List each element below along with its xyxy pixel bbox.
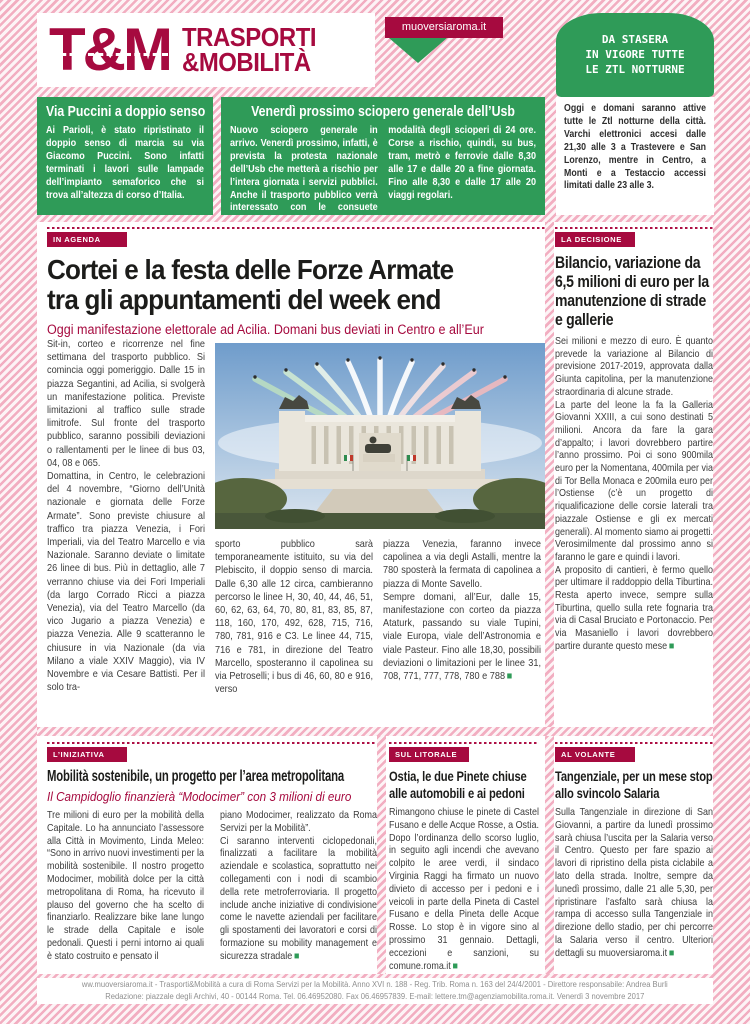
brief-body: Ai Parioli, è stato ripristinato il doppio senso di marcia su via Giacomo Puccini. Sono infatti terminati i lavori sulle lampade dell’impianto semaforico che si trova all’altezza di corso d’Italia. xyxy=(46,125,204,201)
paragraph xyxy=(220,836,377,964)
website-ribbon: muoversiaroma.it xyxy=(385,17,503,38)
article-end-marker: ■ xyxy=(668,947,675,959)
initiative-column-1 xyxy=(47,810,204,964)
paragraph-text: Rimangono chiuse le pinete di Castel Fusano e delle Acque Rosse, a Ostia. Dopo l’ordinanza dello scorso luglio, in seguito agli incendi che avevano colpito le aree verdi, il sindaco Virginia Raggi ha firmato un nuovo divieto di accesso per i pedoni e i veicoli in parte della Pineta di Castel Fusano e della Pineta delle Acque Rosse. Lo stop è in vigore sino al prossimo 31 gennaio. Dettagli, eccezioni e sanzioni, su comune.roma.it xyxy=(389,807,540,972)
ztl-sign-line: LE ZTL NOTTURNE xyxy=(585,63,685,76)
volante-article-title: Tangenziale, per un mese stop allo svincolo Salaria xyxy=(555,768,713,801)
tm-logo: T&M xyxy=(49,16,170,83)
kicker-in-agenda: IN AGENDA xyxy=(47,232,127,247)
dashed-separator xyxy=(47,227,545,229)
litorale-article xyxy=(389,742,539,973)
ztl-sign xyxy=(556,13,714,97)
paragraph xyxy=(389,807,539,973)
kicker-iniziativa: L’INIZIATIVA xyxy=(47,747,127,762)
paragraph: Sit-in, corteo e ricorrenze nel fine settimana del trasporto pubblico. Si comincia oggi pomeriggio. Dalle 15 in piazza Segantini, ad Acilia, si svolgerà un manifestazione politica. Previste limitazioni al traffico sulle strade limitrofe. Sul fronte del trasporto pubblico, saranno possibili deviazioni o rallentamenti per le linee di bus 03, 04, 08 e 065. xyxy=(47,339,205,469)
main-article-subtitle: Oggi manifestazione elettorale ad Acilia. Domani bus deviati in Centro e all’Eur xyxy=(47,322,484,337)
paragraph: piazza Venezia, faranno invece capolinea a via degli Astalli, mentre la 780 sposterà la fermata di capolinea a piazza di Monte Savello. xyxy=(383,539,541,590)
kicker-la-decisione: LA DECISIONE xyxy=(555,232,635,247)
imprint-line2: Redazione: piazzale degli Archivi, 40 - 00144 Roma. Tel. 06.46952080. Fax 06.46957839. E-mail: lettere.tm@agenziamobilita.roma.it. Venerdì 3 novembre 2017 xyxy=(105,992,645,1001)
ztl-sign-line: IN VIGORE TUTTE xyxy=(585,48,685,61)
main-article-column-3 xyxy=(383,538,541,683)
dashed-separator xyxy=(555,227,713,229)
brief-via-puccini xyxy=(37,97,213,215)
decision-article-title: Bilancio, variazione da 6,5 milioni di euro per la manutenzione di strade e gallerie xyxy=(555,254,709,329)
kicker-al-volante: AL VOLANTE xyxy=(555,747,635,762)
brief-title: Via Puccini a doppio senso xyxy=(46,104,206,120)
initiative-article-title: Mobilità sostenibile, un progetto per l’area metropolitana xyxy=(47,768,345,785)
paragraph: Sei milioni e mezzo di euro. È quanto prevede la variazione al Bilancio di previsione 2017-2019, approvata dalla Giunta capitolina, per la manutenzione straordinaria di alcune strade. xyxy=(555,336,713,398)
ribbon-fold-decoration xyxy=(389,38,447,63)
decision-article xyxy=(555,227,713,654)
striped-divider xyxy=(545,222,554,974)
brief-title: Venerdì prossimo sciopero generale dell’Usb xyxy=(251,104,515,120)
main-article-title-line2: tra gli appuntamenti del week end xyxy=(47,284,441,315)
paragraph-text: Ci saranno interventi ciclopedonali, finalizzati a facilitare la mobilità aziendale e scolastica, soprattutto nei collegamenti con i nodi di scambio della rete metroferroviaria. Il progetto include anche iniziative di condivisione come le navette aziendali per facilitare gli spostamenti dei lavoratori e corsi di formazione su mobility management e sicurezza stradale xyxy=(220,835,377,962)
paragraph xyxy=(383,591,541,683)
paragraph-text: Sulla Tangenziale in direzione di San Giovanni, a partire da lunedì prossimo sarà chiusa l’uscita per la Salaria verso il Centro. Questo per fare spazio ai lavori di ripristino della pista ciclabile a lato della strada. Inoltre, sempre da lunedì prossimo, dalle 21 alle 5,30, per ripristinare l’asfalto sarà chiusa la rampa di accesso sulla Tangenziale in direzione dello stadio, per chi percorre la Salaria verso il centro. Ulteriori dettagli su muoversiaroma.it xyxy=(555,807,713,959)
ztl-note-body: Oggi e domani saranno attive tutte le Ztl notturne della città. Varchi elettronici accesi dalle 21,30 alle 3 a Trastevere e San Lorenzo, mentre in Centro, a Monti e a Testaccio accessi limitati dalle 23 alle 3. xyxy=(564,103,706,192)
paragraph-text: Sempre domani, all’Eur, dalle 15, manifestazione con corteo da piazza Ataturk, passando su viale Tupini, viale Europa, viale dell’Astronomia e viale Pasteur. Fino alle 18,30, possibili deviazioni o limitazioni per le linee 31, 708, 771, 777, 778, 780 e 788 xyxy=(383,591,541,683)
main-article-column-2 xyxy=(215,538,373,696)
article-end-marker: ■ xyxy=(294,950,300,962)
masthead xyxy=(37,13,375,87)
main-article-title-line1: Cortei e la festa delle Forze Armate xyxy=(47,254,454,285)
litorale-article-title: Ostia, le due Pinete chiuse alle automobili e ai pedoni xyxy=(389,768,527,801)
initiative-article-subtitle: Il Campidoglio finanzierà “Modocimer” con 3 milioni di euro xyxy=(47,789,352,804)
brief-sciopero-usb xyxy=(221,97,545,215)
paragraph xyxy=(555,565,713,654)
imprint-line1: ww.muoversiaroma.it - Trasporti&Mobilità a cura di Roma Servizi per la Mobilità. Anno XVI n. 188 - Reg. Trib. Roma n. 163 del 24/4/2001 - Direttore responsabile: Andrea Burli xyxy=(82,980,668,989)
content-sheet xyxy=(37,222,713,974)
kicker-sul-litorale: SUL LITORALE xyxy=(389,747,469,762)
article-end-marker: ■ xyxy=(506,671,513,683)
striped-divider xyxy=(377,736,386,974)
volante-article xyxy=(555,742,713,961)
ztl-note-box xyxy=(556,97,714,215)
imprint-footer xyxy=(37,978,713,1004)
paragraph: piano Modocimer, realizzato da Roma Servizi per la Mobilità”. xyxy=(220,810,377,834)
initiative-column-2 xyxy=(220,810,377,964)
main-article-column-1 xyxy=(47,338,205,694)
article-end-marker: ■ xyxy=(452,960,458,972)
logo-wordmark xyxy=(181,22,317,77)
paragraph: Domattina, in Centro, le celebrazioni del 4 novembre, “Giorno dell’Unità nazionale e giornata delle Forze Armate”. Sono previste chiusure al traffico tra piazza Venezia, i Fori Imperiali, via del Teatro Marcello e via Nazionale. Saranno deviate o limitate 26 linee di bus. Più in dettaglio, alle 7 verranno chiuse via dei Fori Imperiali (da largo Corrado Ricci a piazza Venezia), via del Teatro Marcello (da vico Jugario a piazza Venezia) e piazza Venezia. Alle 9 scatteranno le chiusure in via Nazionale (da via Milano a viale XXIV Maggio), via IV Novembre e via Cesare Battisti. Per il solo tra- xyxy=(47,471,205,694)
paragraph: sporto pubblico sarà temporaneamente istituito, su via del Plebiscito, il doppio senso di marcia. Dalle 6,30 alle 12 circa, cambieranno percorso le linee H, 30, 40, 44, 46, 51, 60, 62, 63, 64, 70, 80, 81, 83, 85, 87, 118, 160, 170, 492, 628, 715, 716, 780, 781, 916 e C3. Le linee 44, 715, 716 e 781, in direzione del Teatro Marcello, sposteranno il capolinea su via Petroselli; i bus di 46, 60, 80 e 916, verso xyxy=(215,539,373,696)
dashed-separator xyxy=(47,742,377,744)
brief-body: Nuovo sciopero generale in arrivo. Venerdì prossimo, infatti, è prevista la protesta nazionale dell’Usb che metterà a rischio per l’intera giornata i servizi pubblici. Anche il trasporto pubblico verrà interessato con le consuete modalità degli scioperi di 24 ore. Corse a rischio, quindi, su bus, tram, metrò e ferrovie dalle 8,30 alle 17 e dalle 20 a fine giornata. Fino alle 8,30 e dalle 17 alle 20 viaggi regolari. xyxy=(230,125,536,214)
forze-armate-parade-photo xyxy=(215,343,545,529)
paragraph xyxy=(555,807,713,961)
logo-wordmark-line2: &MOBILITÀ xyxy=(181,47,311,77)
striped-divider xyxy=(37,727,713,736)
initiative-article xyxy=(47,742,377,964)
main-article-header xyxy=(47,227,545,337)
paragraph: La parte del leone la fa la Galleria Giovanni XXIII, a cui sono destinati 5 milioni. Ancora da fare la gara d’appalto; i lavori dovrebbero partire l’anno prossimo. Poi ci sono 900mila euro per la Nomentana, 400mila per via di Tor Bella Monaca e 200mila euro per l’Ostiense (c’è un progetto di riqualificazione delle corsie laterali tra piazzale Ostiense e gli ex mercati generali). Al momento siamo ai progetti. Verosimilmente dal prossimo anno si faranno le gare e quindi i lavori. xyxy=(555,399,713,563)
dashed-separator xyxy=(389,742,539,744)
paragraph-text: A proposito di cantieri, è fermo quello per ultimare il raddoppio della Tiburtina. Resta aperto invece, sempre sulla Tiburtina, quello sulla rete fognaria tra via di Casal Bruciato e Portonaccio. Per via Masaniello i lavori dovrebbero partire durante questo mese xyxy=(555,564,713,652)
dashed-separator xyxy=(555,742,713,744)
logo-wordmark-line1: TRASPORTI xyxy=(181,22,317,52)
ztl-sign-line: DA STASERA xyxy=(601,33,669,46)
paragraph: Tre milioni di euro per la mobilità della Capitale. Lo ha annunciato l’assessore alla Città in Movimento, Linda Meleo: “Sono in arrivo nuovi investimenti per la mobilità sostenibile. Il nostro progetto Modocimer, mobilità dolce per la città metropolitana di Roma, ha ricevuto il plauso del governo che ha scelto di finanziarlo. Realizzare bike lane lungo le strade della Capitale e isole pedonali. Questi i perni intorno ai quali è stato costruito e pensato il xyxy=(47,810,204,962)
article-end-marker: ■ xyxy=(668,640,675,652)
